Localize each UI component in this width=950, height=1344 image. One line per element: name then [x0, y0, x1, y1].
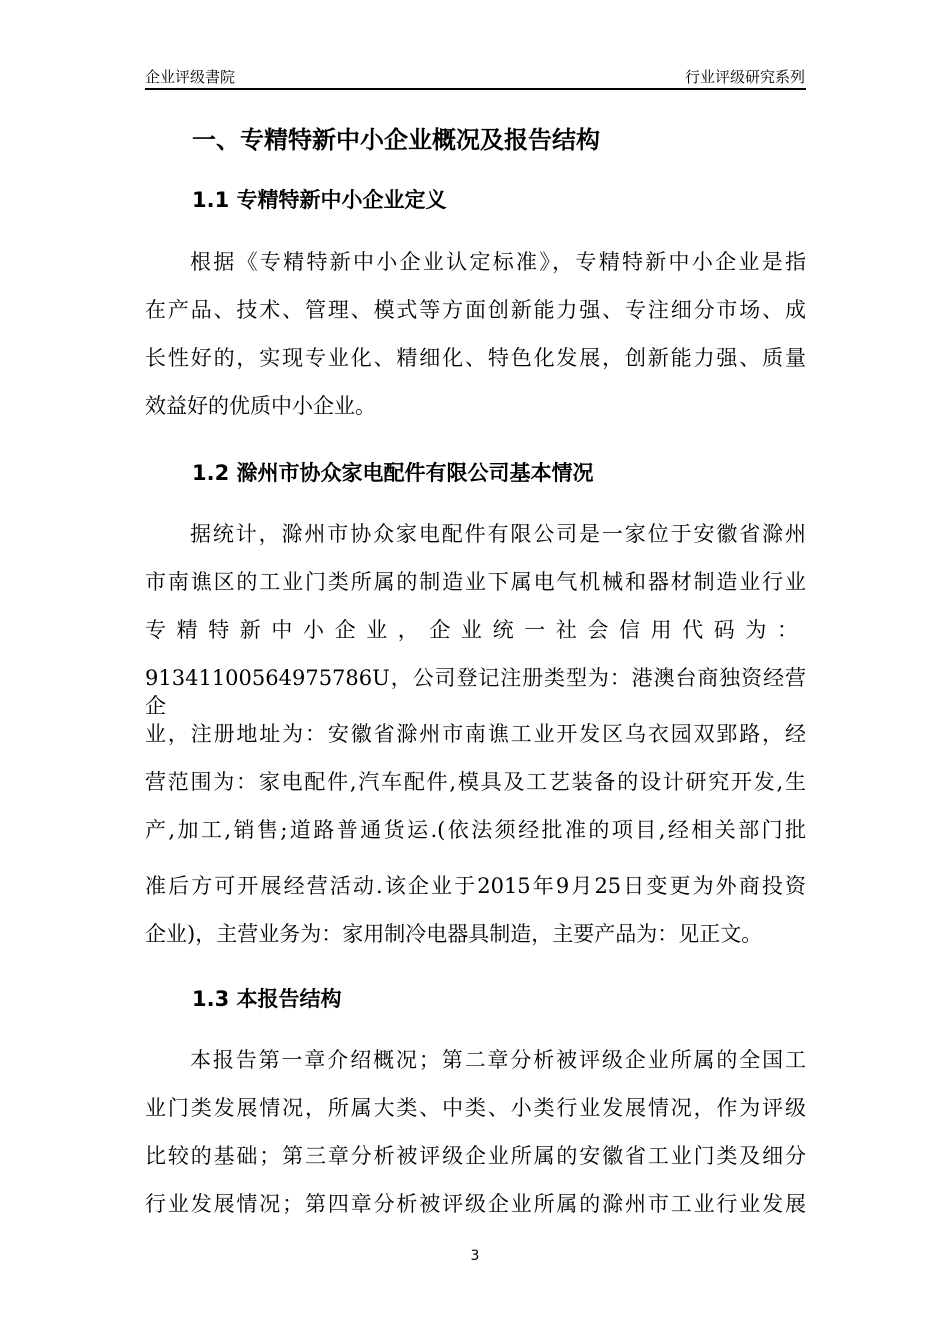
paragraph-line: 准后方可开展经营活动.该企业于2015年9月25日变更为外商投资 — [145, 874, 806, 898]
paragraph-line: 专精特新中小企业，企业统一社会信用代码为： — [145, 618, 806, 642]
paragraph-line: 据统计，滁州市协众家电配件有限公司是一家位于安徽省滁州 — [190, 522, 806, 546]
section-heading-1-2: 1.2 滁州市协众家电配件有限公司基本情况 — [192, 461, 594, 485]
paragraph-line: 企业)，主营业务为：家用制冷电器具制造，主要产品为：见正文。 — [145, 922, 763, 946]
section-heading-1-1: 1.1 专精特新中小企业定义 — [192, 188, 447, 212]
paragraph-line: 比较的基础；第三章分析被评级企业所属的安徽省工业门类及细分 — [145, 1144, 806, 1168]
paragraph-line: 市南谯区的工业门类所属的制造业下属电气机械和器材制造业行业 — [145, 570, 806, 594]
page-number: 3 — [470, 1248, 480, 1264]
paragraph-line: 根据《专精特新中小企业认定标准》，专精特新中小企业是指 — [190, 250, 806, 274]
paragraph-line: 营范围为：家电配件,汽车配件,模具及工艺装备的设计研究开发,生 — [145, 770, 806, 794]
paragraph-line: 长性好的，实现专业化、精细化、特色化发展，创新能力强、质量 — [145, 346, 806, 370]
paragraph-line: 91341100564975786U，公司登记注册类型为：港澳台商独资经营企 — [145, 666, 806, 718]
paragraph-line: 业门类发展情况，所属大类、中类、小类行业发展情况，作为评级 — [145, 1096, 806, 1120]
header-rule — [145, 88, 806, 90]
header-left: 企业评级書院 — [145, 68, 236, 86]
paragraph-line: 产,加工,销售;道路普通货运.(依法须经批准的项目,经相关部门批 — [145, 818, 806, 842]
header-right: 行业评级研究系列 — [684, 68, 805, 86]
section-heading-1-3: 1.3 本报告结构 — [192, 987, 342, 1011]
paragraph-line: 本报告第一章介绍概况；第二章分析被评级企业所属的全国工 — [190, 1048, 806, 1072]
paragraph-line: 在产品、技术、管理、模式等方面创新能力强、专注细分市场、成 — [145, 298, 806, 322]
chapter-title: 一、专精特新中小企业概况及报告结构 — [192, 126, 600, 154]
paragraph-line: 行业发展情况；第四章分析被评级企业所属的滁州市工业行业发展 — [145, 1192, 806, 1216]
paragraph-line: 效益好的优质中小企业。 — [145, 394, 376, 418]
paragraph-line: 业，注册地址为：安徽省滁州市南谯工业开发区乌衣园双郢路，经 — [145, 722, 806, 746]
